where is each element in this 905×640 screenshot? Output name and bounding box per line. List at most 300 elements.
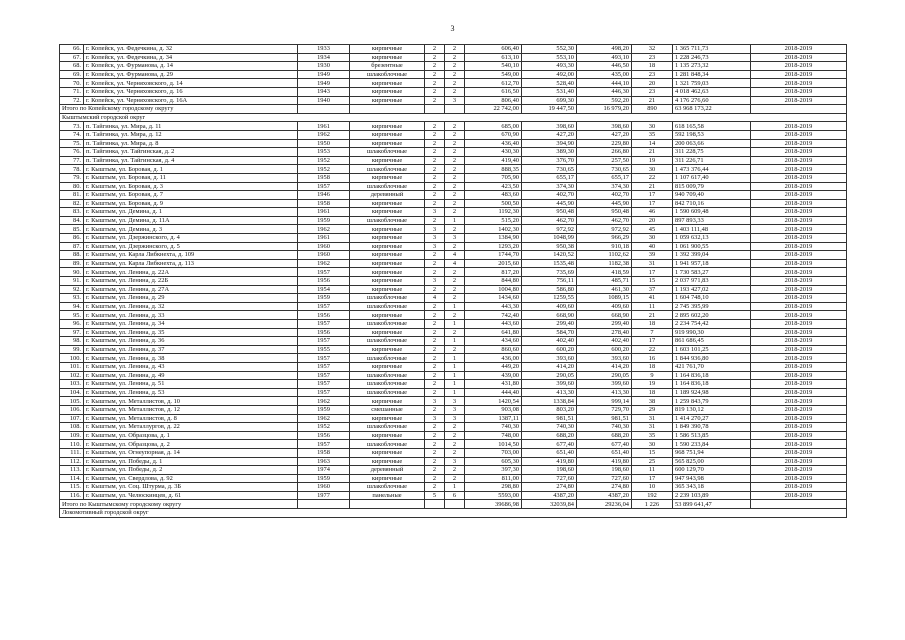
living-area-cell: 677,40 <box>577 440 632 449</box>
row-number-cell: 116. <box>60 491 84 500</box>
period-cell: 2018-2019 <box>751 242 847 251</box>
wall-material-cell: деревянный <box>350 466 425 475</box>
residents-cell: 1 226 <box>632 500 673 509</box>
cost-cell: 1 414 270,27 <box>673 414 751 423</box>
premises-area-cell: 688,20 <box>522 431 577 440</box>
wall-material-cell: шлакоблочные <box>350 354 425 363</box>
table-row <box>60 345 847 354</box>
residents-cell: 21 <box>632 96 673 105</box>
entrances-cell: 3 <box>445 234 465 243</box>
entrances-cell: 2 <box>445 431 465 440</box>
year-built-cell: 1952 <box>298 156 350 165</box>
table-row <box>60 466 847 475</box>
year-built-cell: 1961 <box>298 208 350 217</box>
wall-material-cell: шлакоблочные <box>350 483 425 492</box>
premises-area-cell: 1259,55 <box>522 294 577 303</box>
wall-material-cell: кирпичные <box>350 311 425 320</box>
floors-cell: 2 <box>425 380 445 389</box>
address-cell: п. Тайгинка, ул. Мира, д. 11 <box>84 122 298 131</box>
wall-material-cell: кирпичные <box>350 448 425 457</box>
row-number-cell: 88. <box>60 251 84 260</box>
row-number-cell: 92. <box>60 285 84 294</box>
table-row <box>60 139 847 148</box>
address-cell: г. Кыштым, ул. Ленина, д. 22А <box>84 268 298 277</box>
floors-cell: 2 <box>425 405 445 414</box>
section-label-cell: Кыштымский городской округ <box>60 113 847 122</box>
address-cell: г. Кыштым, ул. Боровая, д. 1 <box>84 165 298 174</box>
wall-material-cell: шлакоблочные <box>350 302 425 311</box>
table-row <box>60 53 847 62</box>
floors-cell: 3 <box>425 277 445 286</box>
premises-area-cell: 419,80 <box>522 457 577 466</box>
year-built-cell: 1957 <box>298 371 350 380</box>
premises-area-cell: 740,30 <box>522 423 577 432</box>
premises-area-cell: 19 447,50 <box>522 105 577 114</box>
total-area-cell: 298,80 <box>465 483 522 492</box>
period-cell: 2018-2019 <box>751 414 847 423</box>
premises-area-cell: 389,30 <box>522 148 577 157</box>
address-cell: г. Кыштым, ул. Боровая, д. 3 <box>84 182 298 191</box>
entrances-cell: 2 <box>445 79 465 88</box>
address-cell: г. Кыштым, ул. Соц. Штурма, д. 3Б <box>84 483 298 492</box>
wall-material-cell: шлакоблочные <box>350 148 425 157</box>
cost-cell: 1 392 399,04 <box>673 251 751 260</box>
period-cell: 2018-2019 <box>751 448 847 457</box>
premises-area-cell: 393,60 <box>522 354 577 363</box>
address-cell: г. Кыштым, ул. Металлистов, д. 12 <box>84 405 298 414</box>
period-cell: 2018-2019 <box>751 62 847 71</box>
floors-cell: 2 <box>425 70 445 79</box>
row-number-cell: 77. <box>60 156 84 165</box>
entrances-cell: 3 <box>445 397 465 406</box>
residents-cell: 23 <box>632 87 673 96</box>
wall-material-cell: кирпичные <box>350 139 425 148</box>
total-row <box>60 500 847 509</box>
period-cell: 2018-2019 <box>751 122 847 131</box>
total-area-cell: 419,40 <box>465 156 522 165</box>
address-cell: г. Кыштым, ул. Челюскинцев, д. 61 <box>84 491 298 500</box>
floors-cell: 2 <box>425 448 445 457</box>
row-number-cell: 104. <box>60 388 84 397</box>
wall-material-cell: шлакоблочные <box>350 440 425 449</box>
premises-area-cell: 427,20 <box>522 130 577 139</box>
address-cell: г. Копейск, ул. Федечкина, д. 34 <box>84 53 298 62</box>
residents-cell: 17 <box>632 191 673 200</box>
cost-cell: 592 198,53 <box>673 130 751 139</box>
total-area-cell: 1014,50 <box>465 440 522 449</box>
residents-cell: 19 <box>632 156 673 165</box>
total-area-cell: 2015,60 <box>465 259 522 268</box>
table-row <box>60 388 847 397</box>
period-cell: 2018-2019 <box>751 483 847 492</box>
table-row <box>60 491 847 500</box>
premises-area-cell: 290,05 <box>522 371 577 380</box>
total-area-cell: 1744,70 <box>465 251 522 260</box>
table-row <box>60 165 847 174</box>
wall-material-cell: кирпичные <box>350 156 425 165</box>
total-area-cell: 844,80 <box>465 277 522 286</box>
section-header-row <box>60 509 847 518</box>
floors-cell: 2 <box>425 53 445 62</box>
year-built-cell: 1930 <box>298 62 350 71</box>
address-cell: г. Кыштым, ул. Карла Либкнехта, д. 113 <box>84 259 298 268</box>
premises-area-cell: 1338,84 <box>522 397 577 406</box>
year-built-cell: 1957 <box>298 302 350 311</box>
floors-cell: 3 <box>425 414 445 423</box>
cost-cell: 2 239 103,89 <box>673 491 751 500</box>
living-area-cell: 393,60 <box>577 354 632 363</box>
total-area-cell: 449,20 <box>465 362 522 371</box>
year-built-cell: 1960 <box>298 251 350 260</box>
total-area-cell: 540,10 <box>465 62 522 71</box>
residents-cell: 11 <box>632 466 673 475</box>
year-built-cell: 1959 <box>298 294 350 303</box>
floors-cell: 2 <box>425 173 445 182</box>
wall-material-cell: брезентные <box>350 62 425 71</box>
entrances-cell: 1 <box>445 371 465 380</box>
cost-cell: 1 586 513,85 <box>673 431 751 440</box>
row-number-cell: 95. <box>60 311 84 320</box>
table-row <box>60 354 847 363</box>
period-cell: 2018-2019 <box>751 268 847 277</box>
floors-cell: 2 <box>425 423 445 432</box>
entrances-cell: 1 <box>445 320 465 329</box>
wall-material-cell: смешанные <box>350 405 425 414</box>
residents-cell: 25 <box>632 457 673 466</box>
table-row <box>60 130 847 139</box>
row-number-cell: 113. <box>60 466 84 475</box>
period-cell: 2018-2019 <box>751 405 847 414</box>
total-area-cell: 439,00 <box>465 371 522 380</box>
floors-cell: 2 <box>425 268 445 277</box>
entrances-cell: 2 <box>445 277 465 286</box>
housing-register-table <box>59 44 847 518</box>
period-cell: 2018-2019 <box>751 491 847 500</box>
wall-material-cell: кирпичные <box>350 225 425 234</box>
entrances-cell: 2 <box>445 208 465 217</box>
wall-material-cell: панельные <box>350 491 425 500</box>
residents-cell: 30 <box>632 165 673 174</box>
period-cell: 2018-2019 <box>751 234 847 243</box>
row-number-cell: 69. <box>60 70 84 79</box>
entrances-cell: 4 <box>445 251 465 260</box>
entrances-cell: 2 <box>445 165 465 174</box>
floors-cell: 2 <box>425 320 445 329</box>
row-number-cell: 99. <box>60 345 84 354</box>
year-built-cell: 1940 <box>298 96 350 105</box>
premises-area-cell: 399,60 <box>522 380 577 389</box>
living-area-cell: 409,60 <box>577 302 632 311</box>
total-area-cell: 1434,60 <box>465 294 522 303</box>
wall-material-cell: кирпичные <box>350 414 425 423</box>
floors-cell: 2 <box>425 474 445 483</box>
entrances-cell: 2 <box>445 70 465 79</box>
premises-area-cell: 972,92 <box>522 225 577 234</box>
year-built-cell: 1957 <box>298 268 350 277</box>
total-area-cell: 641,80 <box>465 328 522 337</box>
table-row <box>60 182 847 191</box>
entrances-cell: 3 <box>445 405 465 414</box>
year-built-cell: 1957 <box>298 362 350 371</box>
premises-area-cell: 651,40 <box>522 448 577 457</box>
table-row <box>60 431 847 440</box>
wall-material-cell: кирпичные <box>350 474 425 483</box>
table-row <box>60 328 847 337</box>
total-label-cell: Итого по Копейскому городскому округу <box>60 105 298 114</box>
wall-material-cell: шлакоблочные <box>350 294 425 303</box>
row-number-cell: 76. <box>60 148 84 157</box>
address-cell: г. Кыштым, ул. Боровая, д. 9 <box>84 199 298 208</box>
residents-cell: 39 <box>632 251 673 260</box>
residents-cell: 19 <box>632 380 673 389</box>
table-row <box>60 234 847 243</box>
wall-material-cell: шлакоблочные <box>350 165 425 174</box>
row-number-cell: 106. <box>60 405 84 414</box>
floors-cell: 3 <box>425 397 445 406</box>
living-area-cell: 29236,04 <box>577 500 632 509</box>
total-area-cell: 39686,98 <box>465 500 522 509</box>
residents-cell: 15 <box>632 448 673 457</box>
row-number-cell: 89. <box>60 259 84 268</box>
total-area-cell: 1293,20 <box>465 242 522 251</box>
cost-cell: 1 403 111,48 <box>673 225 751 234</box>
year-built-cell: 1934 <box>298 53 350 62</box>
premises-area-cell: 981,51 <box>522 414 577 423</box>
premises-area-cell: 492,00 <box>522 70 577 79</box>
row-number-cell: 87. <box>60 242 84 251</box>
total-area-cell: 811,00 <box>465 474 522 483</box>
residents-cell: 21 <box>632 311 673 320</box>
cost-cell: 1 061 900,55 <box>673 242 751 251</box>
table-row <box>60 79 847 88</box>
entrances-cell: 1 <box>445 216 465 225</box>
address-cell: г. Кыштым, ул. Победы, д. 2 <box>84 466 298 475</box>
total-area-cell: 705,90 <box>465 173 522 182</box>
floors-cell: 2 <box>425 362 445 371</box>
address-cell: г. Копейск, ул. Федечкина, д. 32 <box>84 45 298 54</box>
row-number-cell: 78. <box>60 165 84 174</box>
premises-area-cell: 445,90 <box>522 199 577 208</box>
living-area-cell: 740,30 <box>577 423 632 432</box>
premises-area-cell: 376,70 <box>522 156 577 165</box>
address-cell: г. Кыштым, ул. Ленина, д. 34 <box>84 320 298 329</box>
year-built-cell: 1957 <box>298 388 350 397</box>
residents-cell: 890 <box>632 105 673 114</box>
wall-material-cell: кирпичные <box>350 234 425 243</box>
residents-cell: 18 <box>632 62 673 71</box>
cost-cell: 365 343,18 <box>673 483 751 492</box>
cost-cell: 2 037 971,83 <box>673 277 751 286</box>
period-cell: 2018-2019 <box>751 328 847 337</box>
residents-cell: 30 <box>632 234 673 243</box>
year-built-cell: 1962 <box>298 414 350 423</box>
address-cell: п. Тайгинка, ул. Тайгинская, д. 4 <box>84 156 298 165</box>
living-area-cell: 374,30 <box>577 182 632 191</box>
year-built-cell: 1957 <box>298 354 350 363</box>
living-area-cell: 999,14 <box>577 397 632 406</box>
period-cell: 2018-2019 <box>751 457 847 466</box>
floors-cell: 2 <box>425 199 445 208</box>
living-area-cell: 4387,20 <box>577 491 632 500</box>
year-built-cell: 1949 <box>298 70 350 79</box>
residents-cell: 30 <box>632 440 673 449</box>
wall-material-cell: кирпичные <box>350 268 425 277</box>
year-built-cell: 1959 <box>298 216 350 225</box>
wall-material-cell: кирпичные <box>350 251 425 260</box>
entrances-cell: 1 <box>445 354 465 363</box>
total-area-cell: 605,30 <box>465 457 522 466</box>
living-area-cell: 398,60 <box>577 122 632 131</box>
entrances-cell: 2 <box>445 191 465 200</box>
floors-cell: 2 <box>425 259 445 268</box>
row-number-cell: 94. <box>60 302 84 311</box>
empty-cell <box>350 500 425 509</box>
total-area-cell: 436,00 <box>465 354 522 363</box>
premises-area-cell: 1420,52 <box>522 251 577 260</box>
premises-area-cell: 677,40 <box>522 440 577 449</box>
premises-area-cell: 1535,48 <box>522 259 577 268</box>
residents-cell: 22 <box>632 345 673 354</box>
address-cell: г. Кыштым, ул. Металлистов, д. 8 <box>84 414 298 423</box>
period-cell: 2018-2019 <box>751 45 847 54</box>
living-area-cell: 981,51 <box>577 414 632 423</box>
wall-material-cell: кирпичные <box>350 362 425 371</box>
period-cell: 2018-2019 <box>751 70 847 79</box>
total-area-cell: 1402,30 <box>465 225 522 234</box>
cost-cell: 1 941 957,18 <box>673 259 751 268</box>
address-cell: г. Кыштым, ул. Свердлова, д. 92 <box>84 474 298 483</box>
cost-cell: 311 226,71 <box>673 156 751 165</box>
floors-cell: 2 <box>425 388 445 397</box>
premises-area-cell: 402,70 <box>522 191 577 200</box>
cost-cell: 919 990,30 <box>673 328 751 337</box>
total-area-cell: 397,30 <box>465 466 522 475</box>
total-row <box>60 105 847 114</box>
row-number-cell: 90. <box>60 268 84 277</box>
total-area-cell: 5593,00 <box>465 491 522 500</box>
total-area-cell: 1192,30 <box>465 208 522 217</box>
floors-cell: 2 <box>425 457 445 466</box>
wall-material-cell: кирпичные <box>350 277 425 286</box>
empty-cell <box>298 105 350 114</box>
wall-material-cell: кирпичные <box>350 45 425 54</box>
premises-area-cell: 462,70 <box>522 216 577 225</box>
wall-material-cell: деревянный <box>350 191 425 200</box>
premises-area-cell: 531,40 <box>522 87 577 96</box>
row-number-cell: 81. <box>60 191 84 200</box>
year-built-cell: 1956 <box>298 311 350 320</box>
living-area-cell: 972,92 <box>577 225 632 234</box>
period-cell: 2018-2019 <box>751 345 847 354</box>
year-built-cell: 1977 <box>298 491 350 500</box>
wall-material-cell: кирпичные <box>350 96 425 105</box>
cost-cell: 1 730 583,27 <box>673 268 751 277</box>
residents-cell: 45 <box>632 225 673 234</box>
period-cell: 2018-2019 <box>751 165 847 174</box>
premises-area-cell: 528,40 <box>522 79 577 88</box>
address-cell: г. Кыштым, ул. Ленина, д. 37 <box>84 345 298 354</box>
empty-cell <box>298 500 350 509</box>
cost-cell: 1 321 759,03 <box>673 79 751 88</box>
floors-cell: 2 <box>425 156 445 165</box>
cost-cell: 565 825,00 <box>673 457 751 466</box>
cost-cell: 1 164 836,18 <box>673 371 751 380</box>
living-area-cell: 446,30 <box>577 87 632 96</box>
table-row <box>60 337 847 346</box>
period-cell: 2018-2019 <box>751 431 847 440</box>
table-row <box>60 448 847 457</box>
entrances-cell: 2 <box>445 294 465 303</box>
table-row <box>60 242 847 251</box>
cost-cell: 1 844 936,80 <box>673 354 751 363</box>
premises-area-cell: 402,40 <box>522 337 577 346</box>
total-area-cell: 430,30 <box>465 148 522 157</box>
wall-material-cell: кирпичные <box>350 328 425 337</box>
wall-material-cell: шлакоблочные <box>350 320 425 329</box>
address-cell: г. Кыштым, ул. Ленина, д. 27А <box>84 285 298 294</box>
year-built-cell: 1958 <box>298 199 350 208</box>
living-area-cell: 402,40 <box>577 337 632 346</box>
table-row <box>60 191 847 200</box>
living-area-cell: 729,70 <box>577 405 632 414</box>
section-header-row <box>60 113 847 122</box>
premises-area-cell: 413,30 <box>522 388 577 397</box>
cost-cell: 1 590 609,48 <box>673 208 751 217</box>
period-cell: 2018-2019 <box>751 380 847 389</box>
cost-cell: 897 893,33 <box>673 216 751 225</box>
premises-area-cell: 414,20 <box>522 362 577 371</box>
entrances-cell: 6 <box>445 491 465 500</box>
living-area-cell: 299,40 <box>577 320 632 329</box>
floors-cell: 2 <box>425 139 445 148</box>
premises-area-cell: 699,30 <box>522 96 577 105</box>
cost-cell: 2 745 395,99 <box>673 302 751 311</box>
entrances-cell: 3 <box>445 414 465 423</box>
row-number-cell: 70. <box>60 79 84 88</box>
address-cell: г. Кыштым, ул. Демина, д. 11А <box>84 216 298 225</box>
living-area-cell: 651,40 <box>577 448 632 457</box>
address-cell: г. Кыштым, ул. Ленина, д. 51 <box>84 380 298 389</box>
living-area-cell: 688,20 <box>577 431 632 440</box>
period-cell: 2018-2019 <box>751 362 847 371</box>
cost-cell: 842 710,16 <box>673 199 751 208</box>
living-area-cell: 485,71 <box>577 277 632 286</box>
address-cell: г. Кыштым, ул. Демина, д. 1 <box>84 208 298 217</box>
address-cell: г. Кыштым, ул. Карла Либкнехта, д. 109 <box>84 251 298 260</box>
residents-cell: 17 <box>632 199 673 208</box>
living-area-cell: 444,10 <box>577 79 632 88</box>
premises-area-cell: 274,80 <box>522 483 577 492</box>
entrances-cell: 1 <box>445 362 465 371</box>
floors-cell: 2 <box>425 483 445 492</box>
cost-cell: 940 709,40 <box>673 191 751 200</box>
premises-area-cell: 4387,20 <box>522 491 577 500</box>
address-cell: г. Кыштым, ул. Ленина, д. 53 <box>84 388 298 397</box>
address-cell: г. Кыштым, ул. Ленина, д. 32 <box>84 302 298 311</box>
floors-cell: 2 <box>425 345 445 354</box>
row-number-cell: 84. <box>60 216 84 225</box>
floors-cell: 2 <box>425 79 445 88</box>
year-built-cell: 1933 <box>298 45 350 54</box>
residents-cell: 11 <box>632 302 673 311</box>
premises-area-cell: 584,70 <box>522 328 577 337</box>
table-row <box>60 414 847 423</box>
year-built-cell: 1949 <box>298 79 350 88</box>
premises-area-cell: 1048,99 <box>522 234 577 243</box>
residents-cell: 16 <box>632 354 673 363</box>
total-area-cell: 606,40 <box>465 45 522 54</box>
address-cell: г. Кыштым, ул. Боровая, д. 7 <box>84 191 298 200</box>
